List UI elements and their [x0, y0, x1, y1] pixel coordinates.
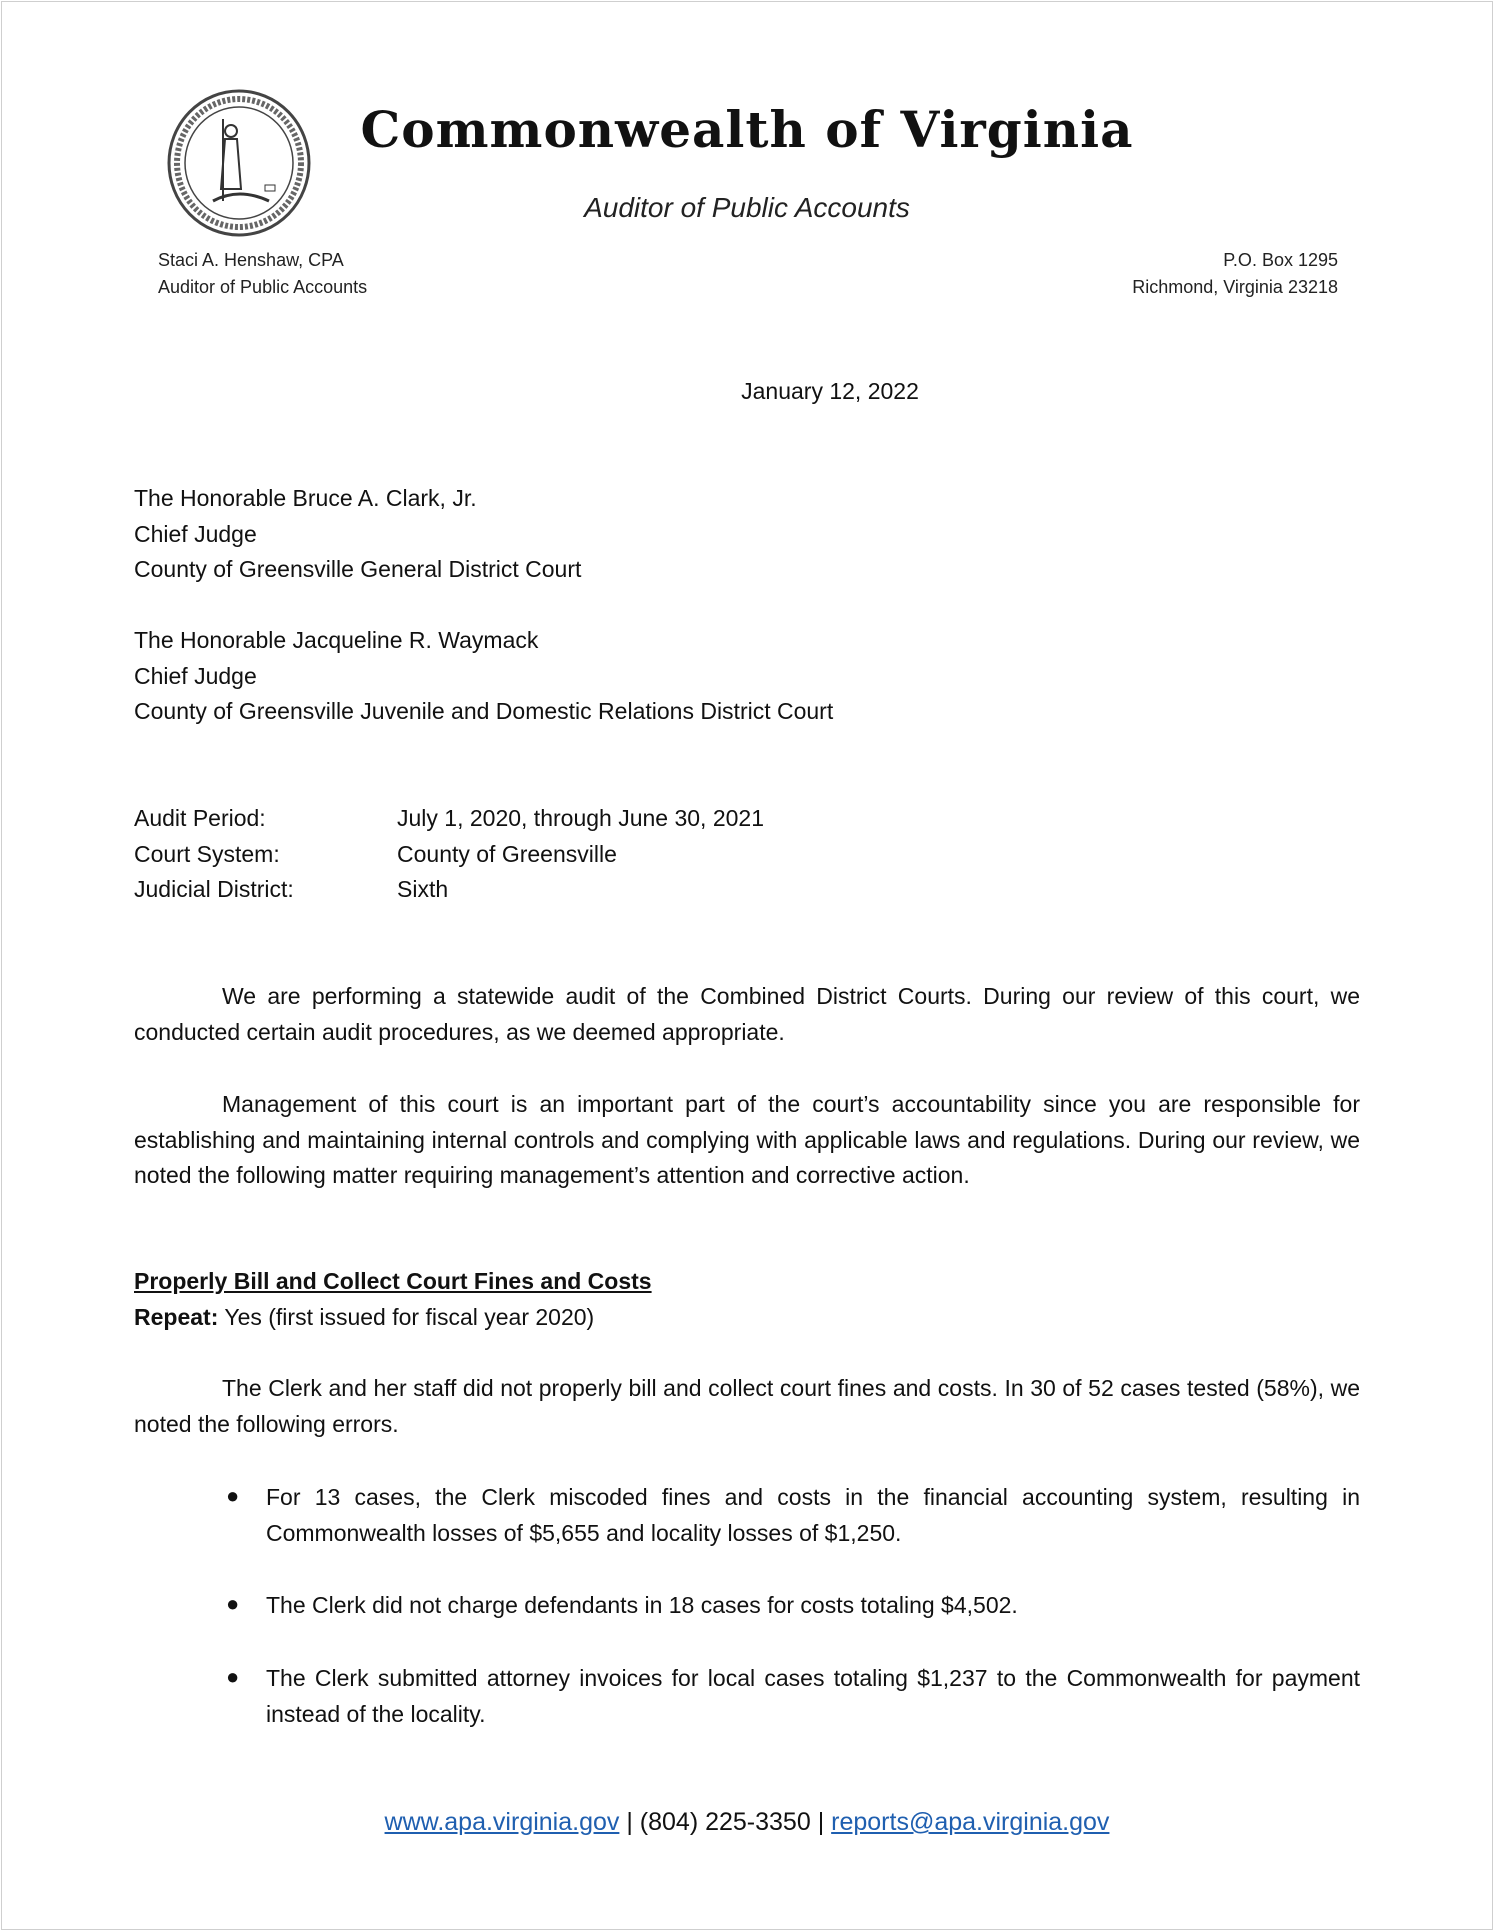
finding-heading: Properly Bill and Collect Court Fines and Costs — [134, 1268, 652, 1294]
letterhead-subtitle: Auditor of Public Accounts — [584, 192, 910, 223]
addressee-title: Chief Judge — [134, 520, 257, 547]
judicial-district-value: Sixth — [397, 876, 449, 903]
footer — [0, 1808, 1494, 1837]
po-box: P.O. Box 1295 — [1223, 250, 1338, 270]
phone-number: (804) 225-3350 — [639, 1808, 811, 1836]
repeat-value: Yes (first issued for fiscal year 2020) — [218, 1303, 595, 1330]
addressee-1 — [134, 481, 581, 588]
management-paragraph: Management of this court is an important part of the court’s accountability since you are responsible for establishing and maintaining internal controls and complying with applicable laws and regulations. During our review, we noted the following matter requiring management’s attention and corrective action. — [134, 1091, 1360, 1189]
city-state-zip: Richmond, Virginia 23218 — [1132, 277, 1338, 297]
court-system-label: Court System: — [134, 840, 280, 867]
address-block — [1132, 247, 1338, 301]
addressee-title: Chief Judge — [134, 662, 257, 689]
bullet-icon: ● — [226, 1591, 240, 1616]
footer-separator: | — [810, 1808, 832, 1836]
letter-date: January 12, 2022 — [741, 378, 919, 404]
addressee-name: The Honorable Jacqueline R. Waymack — [134, 627, 539, 653]
repeat-label: Repeat: — [134, 1303, 219, 1330]
audit-info — [134, 801, 765, 908]
intro-paragraph: We are performing a statewide audit of the Combined District Courts. During our review of this court, we conducted certain audit procedures, as we deemed appropriate. — [134, 983, 1360, 1045]
addressee-name: The Honorable Bruce A. Clark, Jr. — [134, 485, 477, 511]
audit-period-label: Audit Period: — [134, 805, 266, 831]
email-link[interactable]: reports@apa.virginia.gov — [831, 1808, 1110, 1836]
auditor-title: Auditor of Public Accounts — [158, 277, 368, 297]
addressee-court: County of Greensville General District Court — [134, 556, 582, 583]
footer-separator: | — [619, 1808, 640, 1836]
addressee-2 — [134, 623, 833, 730]
finding-bullet: The Clerk did not charge defendants in 18 cases for costs totaling $4,502. — [266, 1592, 1018, 1618]
finding-bullet: The Clerk submitted attorney invoices for local cases totaling $1,237 to the Commonwealth for payment instead of the locality. — [266, 1665, 1360, 1727]
finding-heading-block — [134, 1264, 1360, 1335]
auditor-name: Staci A. Henshaw, CPA — [158, 250, 344, 270]
judicial-district-label: Judicial District: — [134, 876, 294, 903]
audit-period-value: July 1, 2020, through June 30, 2021 — [397, 805, 765, 831]
auditor-block — [158, 247, 367, 301]
bullet-icon: ● — [226, 1664, 240, 1689]
finding-paragraph: The Clerk and her staff did not properly bill and collect court fines and costs. In 30 of 52 cases tested (58%), we noted the following errors. — [134, 1375, 1360, 1437]
court-system-value: County of Greensville — [397, 840, 617, 867]
website-link[interactable]: www.apa.virginia.gov — [384, 1808, 620, 1836]
bullet-icon: ● — [226, 1483, 240, 1508]
letterhead-title: Commonwealth of Virginia — [360, 100, 1134, 159]
finding-bullet: For 13 cases, the Clerk miscoded fines and costs in the financial accounting system, resulting in Commonwealth losses of $5,655 and locality losses of $1,250. — [266, 1484, 1360, 1546]
addressee-court: County of Greensville Juvenile and Domestic Relations District Court — [134, 698, 834, 725]
